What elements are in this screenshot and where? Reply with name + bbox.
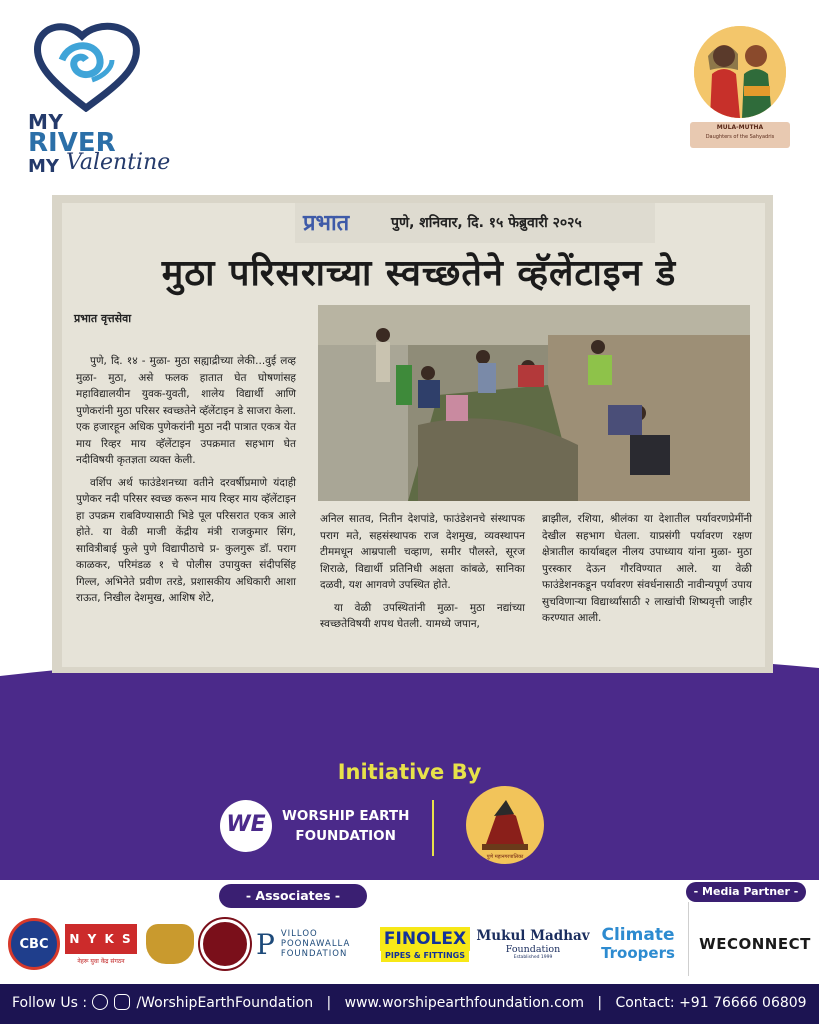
- cbc-logo: [6, 916, 62, 972]
- daughters-illustration: [694, 26, 786, 118]
- river-cleanup-image: [318, 305, 750, 501]
- follow-label: Follow Us :: [12, 995, 92, 1011]
- headline: मुठा परिसराच्या स्वच्छतेने व्हॅलेंटाइन डे: [161, 252, 677, 294]
- pmc-label: पुणे महानगरपालिका: [486, 854, 524, 860]
- initiative-divider: [432, 800, 434, 856]
- pune-municipal-corporation-logo: [466, 786, 544, 864]
- mula-mutha-subtitle: Daughters of the Sahyadris: [705, 134, 775, 140]
- social-handle[interactable]: /WorshipEarthFoundation: [136, 995, 314, 1011]
- logo-text-river: RIVER: [28, 128, 116, 158]
- finolex-logo: [380, 916, 470, 972]
- article-paragraph: पुणे, दि. १४ - मुळा- मुठा सह्याद्रीच्या लेकी...वुई लव्ह मुळा- मुठा, असे फलक हातात घेत घोषणांसह महाविद्यालयीन युवक-युवती, शालेय विद्यार्थी आणि पुणेकरांनी मुठा परिसर स्वच्छतेने व्हॅलेंटाइन डे साजरा केला. एक हजारहून अधिक पुणेकरांनी मुठा नदी पात्रात एकत्र येत माय रिव्हर माय व्हॅलेंटाइन उपक्रमात सहभाग घेत नदीविषयी कृतज्ञता व्यक्त केली.: [76, 355, 296, 466]
- article-column-3: [542, 511, 752, 633]
- climate-troopers-logo: [592, 916, 684, 972]
- villoo-line-2: POONAWALLA: [280, 939, 351, 949]
- emblem-icon: [146, 924, 194, 964]
- instagram-icon[interactable]: [114, 994, 130, 1010]
- mukul-foundation: Foundation: [505, 944, 561, 955]
- paper-date: पुणे, शनिवार, दि. १५ फेब्रुवारी २०२५: [391, 215, 582, 231]
- cleanup-photo: [318, 305, 750, 501]
- villoo-line-1: VILLOO: [280, 929, 318, 939]
- worship-earth-logo: [220, 800, 272, 852]
- mukul-name: Mukul Madhav: [476, 928, 590, 944]
- associates-label: - Associates -: [219, 884, 367, 908]
- article-column-1: [76, 353, 296, 613]
- finolex-tagline: PIPES & FITTINGS: [381, 951, 469, 962]
- mula-mutha-title: MULA-MUTHA: [716, 124, 764, 131]
- weconnect-logo: WECONNECT: [699, 935, 811, 953]
- article-paragraph: या वेळी उपस्थितांनी मुळा- मुठा नद्यांच्या स्वच्छतेविषयी शपथ घेतली. यामध्ये जपान,: [320, 601, 525, 630]
- emblem-logo: [144, 916, 196, 972]
- two-women-icon: [694, 26, 786, 118]
- villoo-poonawalla-logo: [256, 916, 372, 972]
- footer-bar: [0, 984, 819, 1024]
- climate-line-1: Climate: [601, 925, 675, 945]
- logo-text-my-2: MY: [28, 156, 59, 177]
- footer-separator: |: [326, 995, 332, 1011]
- paper-name: प्रभात: [303, 210, 350, 236]
- logo-text-my: MY: [28, 110, 64, 134]
- mukul-established: Established 1999: [513, 955, 553, 960]
- masthead: [295, 203, 655, 243]
- wheel-logo: [200, 916, 250, 972]
- media-partner-label: - Media Partner -: [686, 882, 806, 902]
- pmc-emblem-icon: [466, 786, 544, 864]
- mula-mutha-logo: [690, 26, 790, 156]
- villoo-line-3: FOUNDATION: [280, 949, 348, 959]
- newspaper-clipping: [52, 195, 773, 673]
- media-divider: [688, 902, 689, 976]
- nyks-logo: [64, 916, 138, 972]
- cbc-mark: CBC: [8, 918, 60, 970]
- facebook-icon[interactable]: [92, 994, 108, 1010]
- logo-text-valentine: Valentine: [66, 150, 171, 175]
- my-river-my-valentine-logo: [22, 20, 171, 177]
- footer-separator: |: [597, 995, 603, 1011]
- byline: प्रभात वृत्तसेवा: [74, 312, 132, 325]
- article-paragraph: ब्राझील, रशिया, श्रीलंका या देशातील पर्यावरणप्रेमींनी देखील सहभाग घेतला. याप्रसंगी पर्यावरण रक्षण क्षेत्रातील कार्याबद्दल नीलय उपाध्याय यांना मुळा- मुठा पुरस्कार देऊन गौरविण्यात आले. या वेळी फाउंडेशनकडून पर्यावरण संवर्धनासाठी नावीन्यपूर्ण उपाय सुचविणाऱ्या विद्यार्थ्यांसाठी २ लाखांची शिष्यवृत्ती जाहीर करण्यात आली.: [542, 513, 752, 624]
- article-paragraph: वर्शिप अर्थ फाउंडेशनच्या वतीने दरवर्षीप्रमाणे यंदाही पुणेकर नदी परिसर स्वच्छ करून माय रिव्हर माय व्हॅलेंटाइन हा उपक्रम राबविण्यासाठी भिडे पूल परिसरात एकत्र आले होते. या वेळी माजी केंद्रीय मंत्री राजकुमार सिंग, सावित्रीबाई फुले पुणे विद्यापीठाचे प्र- कुलगुरू डॉ. पराग काळकर, परिमंडळ १ चे पोलीस उपायुक्त संदीपसिंह गिल्ल, अभिनेते प्रवीण तरडे, प्रशासकीय अधिकारी आशा राऊत, निखील देशमुख, आशिष शेटे,: [76, 476, 296, 604]
- we-name-line-1: WORSHIP EARTH: [282, 808, 410, 824]
- article-column-2: [320, 511, 525, 639]
- wheel-icon: [200, 919, 250, 969]
- nyks-subtitle: नेहरू युवा केंद्र संगठन: [77, 957, 125, 965]
- villoo-p-icon: P: [256, 927, 275, 961]
- we-name-line-2: FOUNDATION: [295, 828, 396, 844]
- website-link[interactable]: www.worshipearthfoundation.com: [344, 995, 584, 1011]
- nyks-mark: N Y K S: [65, 924, 137, 954]
- we-mark: WE: [226, 812, 266, 837]
- finolex-name: FINOLEX: [380, 927, 470, 951]
- clipping-page: [62, 203, 765, 667]
- initiative-heading: Initiative By: [337, 760, 482, 784]
- climate-line-2: Troopers: [601, 944, 675, 962]
- mukul-madhav-logo: [476, 916, 590, 972]
- heart-swirl-icon: [32, 20, 140, 112]
- worship-earth-name: [282, 806, 409, 846]
- article-paragraph: अनिल सातव, नितीन देशपांडे, फाउंडेशनचे संस्थापक पराग मते, सहसंस्थापक राज देशमुख, व्यवस्थापन टीममधून आम्रपाली चव्हाण, समीर पौलस्ते, सूरज शिराळे, विद्यार्थी प्रतिनिधी अक्षता कांबळे, सानिका दळवी, यश आगवणे उपस्थित होते.: [320, 513, 525, 591]
- contact-number[interactable]: Contact: +91 76666 06809: [615, 995, 807, 1011]
